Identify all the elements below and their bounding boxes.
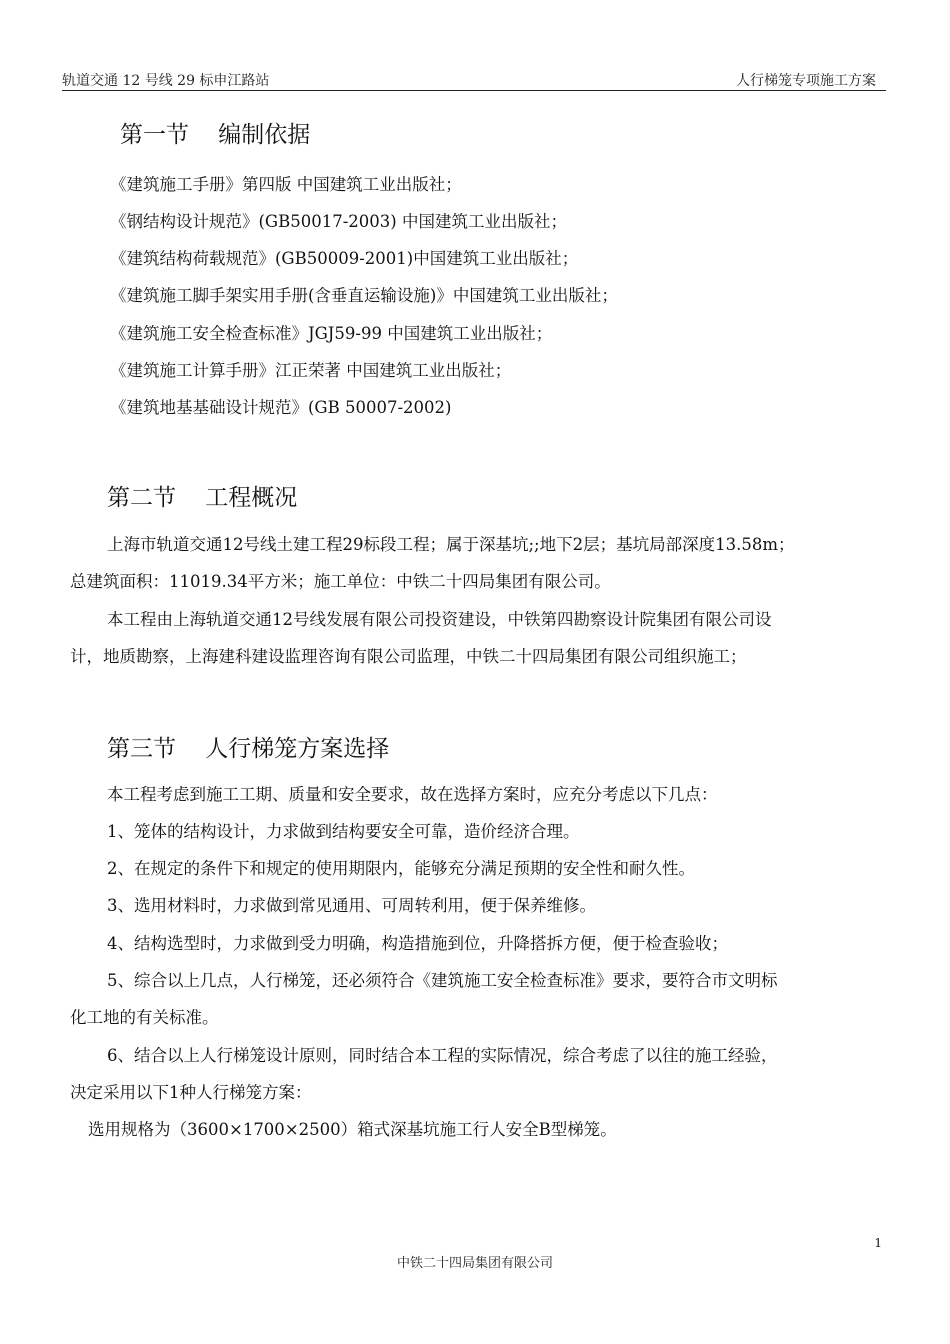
section-1-heading: 第一节 编制依据 [120,122,311,148]
selection-item-4: 4、结构选型时，力求做到受力明确，构造措施到位，升降搭拆方便，便于检查验收； [107,934,728,953]
overview-paragraph-2-cont: 计，地质勘察，上海建科建设监理咨询有限公司监理，中铁二十四局集团有限公司组织施工； [70,647,747,666]
selection-item-5-cont: 化工地的有关标准。 [70,1008,219,1027]
selection-item-6: 6、结合以上人行梯笼设计原则，同时结合本工程的实际情况，综合考虑了以往的施工经验， [107,1046,778,1065]
selected-spec: 选用规格为（3600×1700×2500）箱式深基坑施工行人安全B型梯笼。 [88,1120,617,1139]
page-header [62,68,886,91]
section-2-heading: 第二节 工程概况 [107,485,298,511]
page-number: 1 [874,1236,882,1250]
selection-item-5: 5、综合以上几点，人行梯笼，还必须符合《建筑施工安全检查标准》要求，要符合市文明标 [107,971,778,990]
reference-item: 《建筑地基基础设计规范》(GB 50007-2002) [110,398,452,417]
selection-item-1: 1、笼体的结构设计，力求做到结构要安全可靠，造价经济合理。 [107,822,580,841]
reference-item: 《建筑施工手册》第四版 中国建筑工业出版社； [110,175,462,194]
reference-item: 《建筑结构荷载规范》(GB50009-2001)中国建筑工业出版社； [110,249,579,268]
section-3-heading: 第三节 人行梯笼方案选择 [107,736,390,762]
reference-item: 《建筑施工脚手架实用手册(含垂直运输设施)》中国建筑工业出版社； [110,286,618,305]
header-project-name: 轨道交通 12 号线 29 标申江路站 [62,73,270,89]
selection-item-3: 3、选用材料时，力求做到常见通用、可周转利用，便于保养维修。 [107,896,596,915]
header-document-title: 人行梯笼专项施工方案 [736,73,876,89]
reference-item: 《建筑施工安全检查标准》JGJ59-99 中国建筑工业出版社； [110,324,553,343]
selection-item-6-cont: 决定采用以下1种人行梯笼方案： [70,1083,312,1102]
overview-paragraph-1: 上海市轨道交通12号线土建工程29标段工程；属于深基坑;;地下2层；基坑局部深度13.58m； [107,535,795,554]
selection-intro: 本工程考虑到施工工期、质量和安全要求，故在选择方案时，应充分考虑以下几点： [107,785,718,804]
page-footer: 中铁二十四局集团有限公司 [396,1256,553,1271]
reference-item: 《建筑施工计算手册》江正荣著 中国建筑工业出版社； [110,361,512,380]
reference-item: 《钢结构设计规范》(GB50017-2003) 中国建筑工业出版社； [110,212,567,231]
overview-paragraph-1-cont: 总建筑面积：11019.34平方米；施工单位：中铁二十四局集团有限公司。 [70,572,611,591]
selection-item-2: 2、在规定的条件下和规定的使用期限内，能够充分满足预期的安全性和耐久性。 [107,859,695,878]
overview-paragraph-2: 本工程由上海轨道交通12号线发展有限公司投资建设，中铁第四勘察设计院集团有限公司设 [107,610,772,629]
